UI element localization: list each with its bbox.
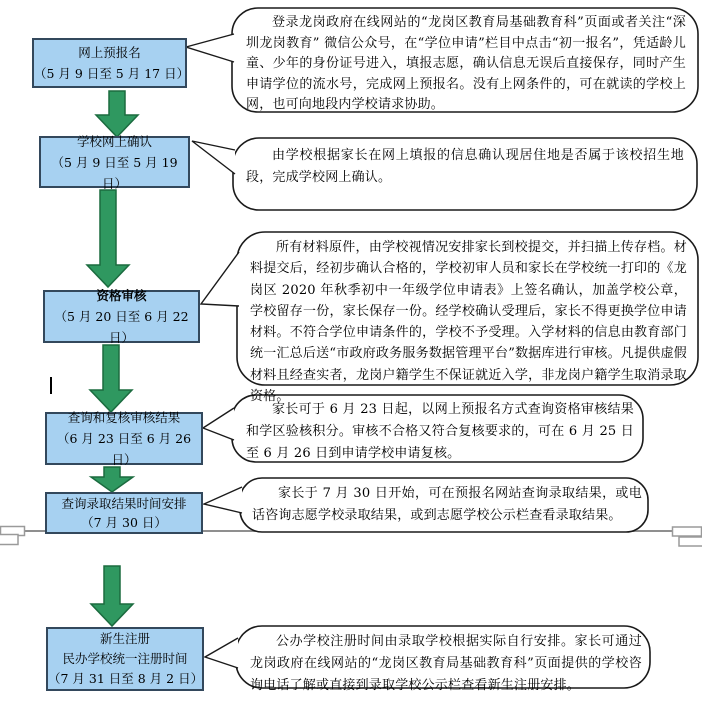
page-margin-mark-right-2 xyxy=(679,537,702,546)
flow-box-date: （6 月 23 日至 6 月 26 日） xyxy=(56,431,192,467)
flow-arrow-3[interactable] xyxy=(90,345,132,412)
page-margin-mark-left-2 xyxy=(0,535,18,545)
callout-text-online-preregistration: 登录龙岗政府在线网站的“龙岗区教育局基础教育科”页面或者关注“深圳龙岗教育” 微信公众号，在“学位申请”栏目中点击“初一报名”，凭适龄儿童、少年的身份证号进入，填报志愿，确认信息无误后直接保存，同时产生申请学位的流水号，完成网上预报名。没有上网条件的，可在就读的学校上网，也可向地段内学校请求协助。 xyxy=(246,15,686,113)
text-insertion-cursor xyxy=(50,377,52,394)
flow-arrow-5[interactable] xyxy=(91,566,133,626)
flow-box-date: （7 月 31 日至 8 月 2 日） xyxy=(48,671,204,686)
flow-box-query-admission-results[interactable] xyxy=(45,492,203,534)
flow-box-qualification-review[interactable] xyxy=(43,290,200,343)
callout-text-school-online-confirmation: 由学校根据家长在网上填报的信息确认现居住地是否属于该校招生地段，完成学校网上确认。 xyxy=(246,148,684,185)
flow-box-title: 查询录取结果时间安排 xyxy=(61,496,187,511)
callout-bubble-6-tail xyxy=(205,638,238,668)
flow-box-title: 资格审核 xyxy=(96,288,147,303)
flow-arrow-2[interactable] xyxy=(87,190,129,287)
callout-bubble-2-tail xyxy=(192,141,235,174)
flow-box-date: （7 月 30 日） xyxy=(81,515,167,530)
flow-box-date: （5 月 9 日至 5 月 17 日） xyxy=(34,66,190,81)
flow-box-online-preregistration[interactable] xyxy=(32,38,190,88)
flow-box-freshman-registration[interactable] xyxy=(46,627,204,691)
flow-box-subtitle: 民办学校统一注册时间 xyxy=(62,651,188,666)
callout-text-qualification-review: 所有材料原件，由学校视情况安排家长到校提交，并扫描上传存档。材料提交后，经初步确认合格的，学校初审人员和家长在学校统一打印的《龙岗区 2020 年秋季初中一年级学位申请表》上签名确认，加盖学校公章，学校留存一份，家长保存一份。经学校确认受理后，家长不得更换学位申请材料。不符合学位申请条件的，学校不予受理。入学材料的信息由教育部门统一汇总后送“市政府政务服务数据管理平台”数据库进行审核。凡提供虚假材料且经查实者，龙岗户籍学生不保证就近入学，非龙岗户籍学生取消录取资格。 xyxy=(250,240,687,405)
flow-box-title: 查询和复核审核结果 xyxy=(67,410,181,425)
callout-bubble-1-tail xyxy=(186,34,234,62)
flow-box-title: 新生注册 xyxy=(99,631,150,646)
callout-text-freshman-registration: 公办学校注册时间由录取学校根据实际自行安排。家长可通过龙岗政府在线网站的“龙岗区教育局基础教育科”页面提供的学校咨询电话了解或直接到录取学校公示栏查看新生注册安排。 xyxy=(250,634,642,693)
callout-bubble-5-tail xyxy=(204,487,242,513)
callout-bubble-3-tail xyxy=(201,252,239,306)
callout-text-query-review-results: 家长可于 6 月 23 日起，以网上预报名方式查询资格审核结果和学区验核积分。审核不合格又符合复核要求的，可在 6 月 25 日至 6 月 26 日到申请学校申请复核。 xyxy=(246,402,634,461)
flow-box-query-review-results[interactable] xyxy=(45,412,203,465)
page-margin-mark-right-1 xyxy=(673,527,702,536)
callout-text-query-admission-results: 家长于 7 月 30 日开始，可在预报名网站查询录取结果，或电话咨询志愿学校录取结果，或到志愿学校公示栏查看录取结果。 xyxy=(252,486,642,523)
flow-box-title: 网上预报名 xyxy=(78,45,141,60)
flow-box-date: （5 月 20 日至 6 月 22 日） xyxy=(54,309,189,345)
callout-bubble-4-tail xyxy=(203,408,234,440)
flow-box-title: 学校网上确认 xyxy=(76,133,152,149)
flow-arrow-4[interactable] xyxy=(91,467,133,492)
flow-box-date: （5 月 9 日至 5 月 19 日） xyxy=(51,154,178,191)
flow-box-school-online-confirmation[interactable] xyxy=(39,133,190,191)
